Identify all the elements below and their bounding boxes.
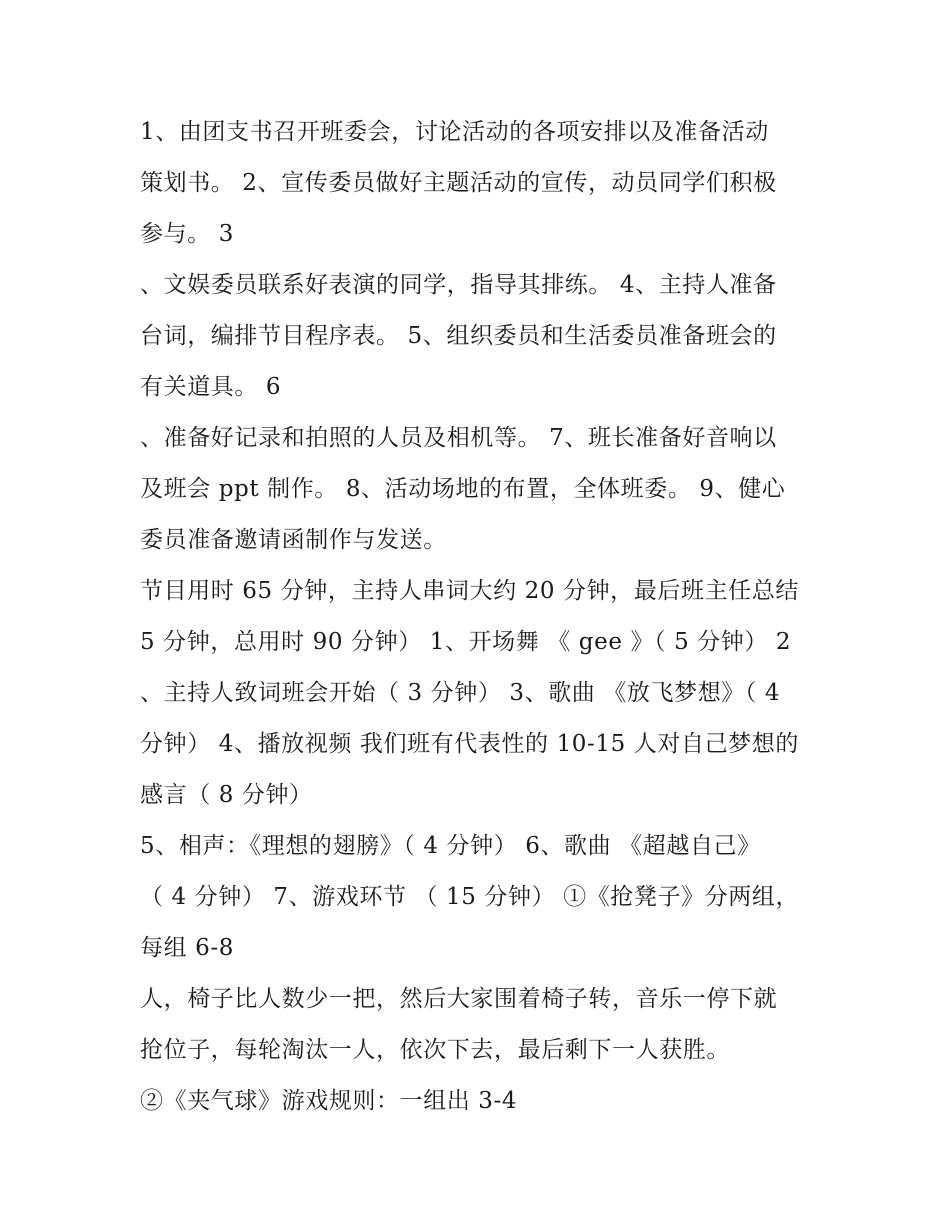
text-line: 策划书。 2、宣传委员做好主题活动的宣传，动员同学们积极	[140, 170, 777, 196]
text-line: 抢位子，每轮淘汰一人，依次下去，最后剩下一人获胜。	[140, 1037, 730, 1063]
text-line: 5、相声：《理想的翅膀》（ 4 分钟） 6、歌曲 《超越自己》	[140, 833, 761, 859]
text-line: 台词，编排节目程序表。 5、组织委员和生活委员准备班会的	[140, 323, 777, 349]
text-line: 参与。 3	[140, 221, 234, 247]
text-line: 每组 6-8	[140, 935, 234, 961]
text-line: 有关道具。 6	[140, 374, 282, 400]
text-line: 、文娱委员联系好表演的同学，指导其排练。 4、主持人准备	[140, 272, 777, 298]
text-line: ②《夹气球》游戏规则：一组出 3-4	[140, 1088, 518, 1114]
text-line: 及班会 ppt 制作。 8、活动场地的布置，全体班委。 9、健心	[140, 476, 786, 502]
text-line: 1、由团支书召开班委会，讨论活动的各项安排以及准备活动	[140, 119, 769, 145]
text-line: 委员准备邀请函制作与发送。	[140, 527, 447, 553]
text-line: （ 4 分钟） 7、游戏环节 （ 15 分钟） ①《抢凳子》分两组，	[140, 884, 800, 910]
text-line: 分钟） 4、播放视频 我们班有代表性的 10-15 人对自己梦想的	[140, 731, 799, 757]
text-line: 5 分钟，总用时 90 分钟） 1、开场舞 《 gee 》（ 5 分钟） 2	[140, 629, 792, 655]
document-body	[140, 107, 820, 1127]
text-line: 感言（ 8 分钟）	[140, 782, 313, 808]
text-line: 节目用时 65 分钟，主持人串词大约 20 分钟，最后班主任总结	[140, 578, 799, 604]
text-line: 人，椅子比人数少一把，然后大家围着椅子转，音乐一停下就	[140, 986, 778, 1012]
text-line: 、准备好记录和拍照的人员及相机等。 7、班长准备好音响以	[140, 425, 777, 451]
text-line: 、主持人致词班会开始（ 3 分钟） 3、歌曲 《放飞梦想》（ 4	[140, 680, 781, 706]
